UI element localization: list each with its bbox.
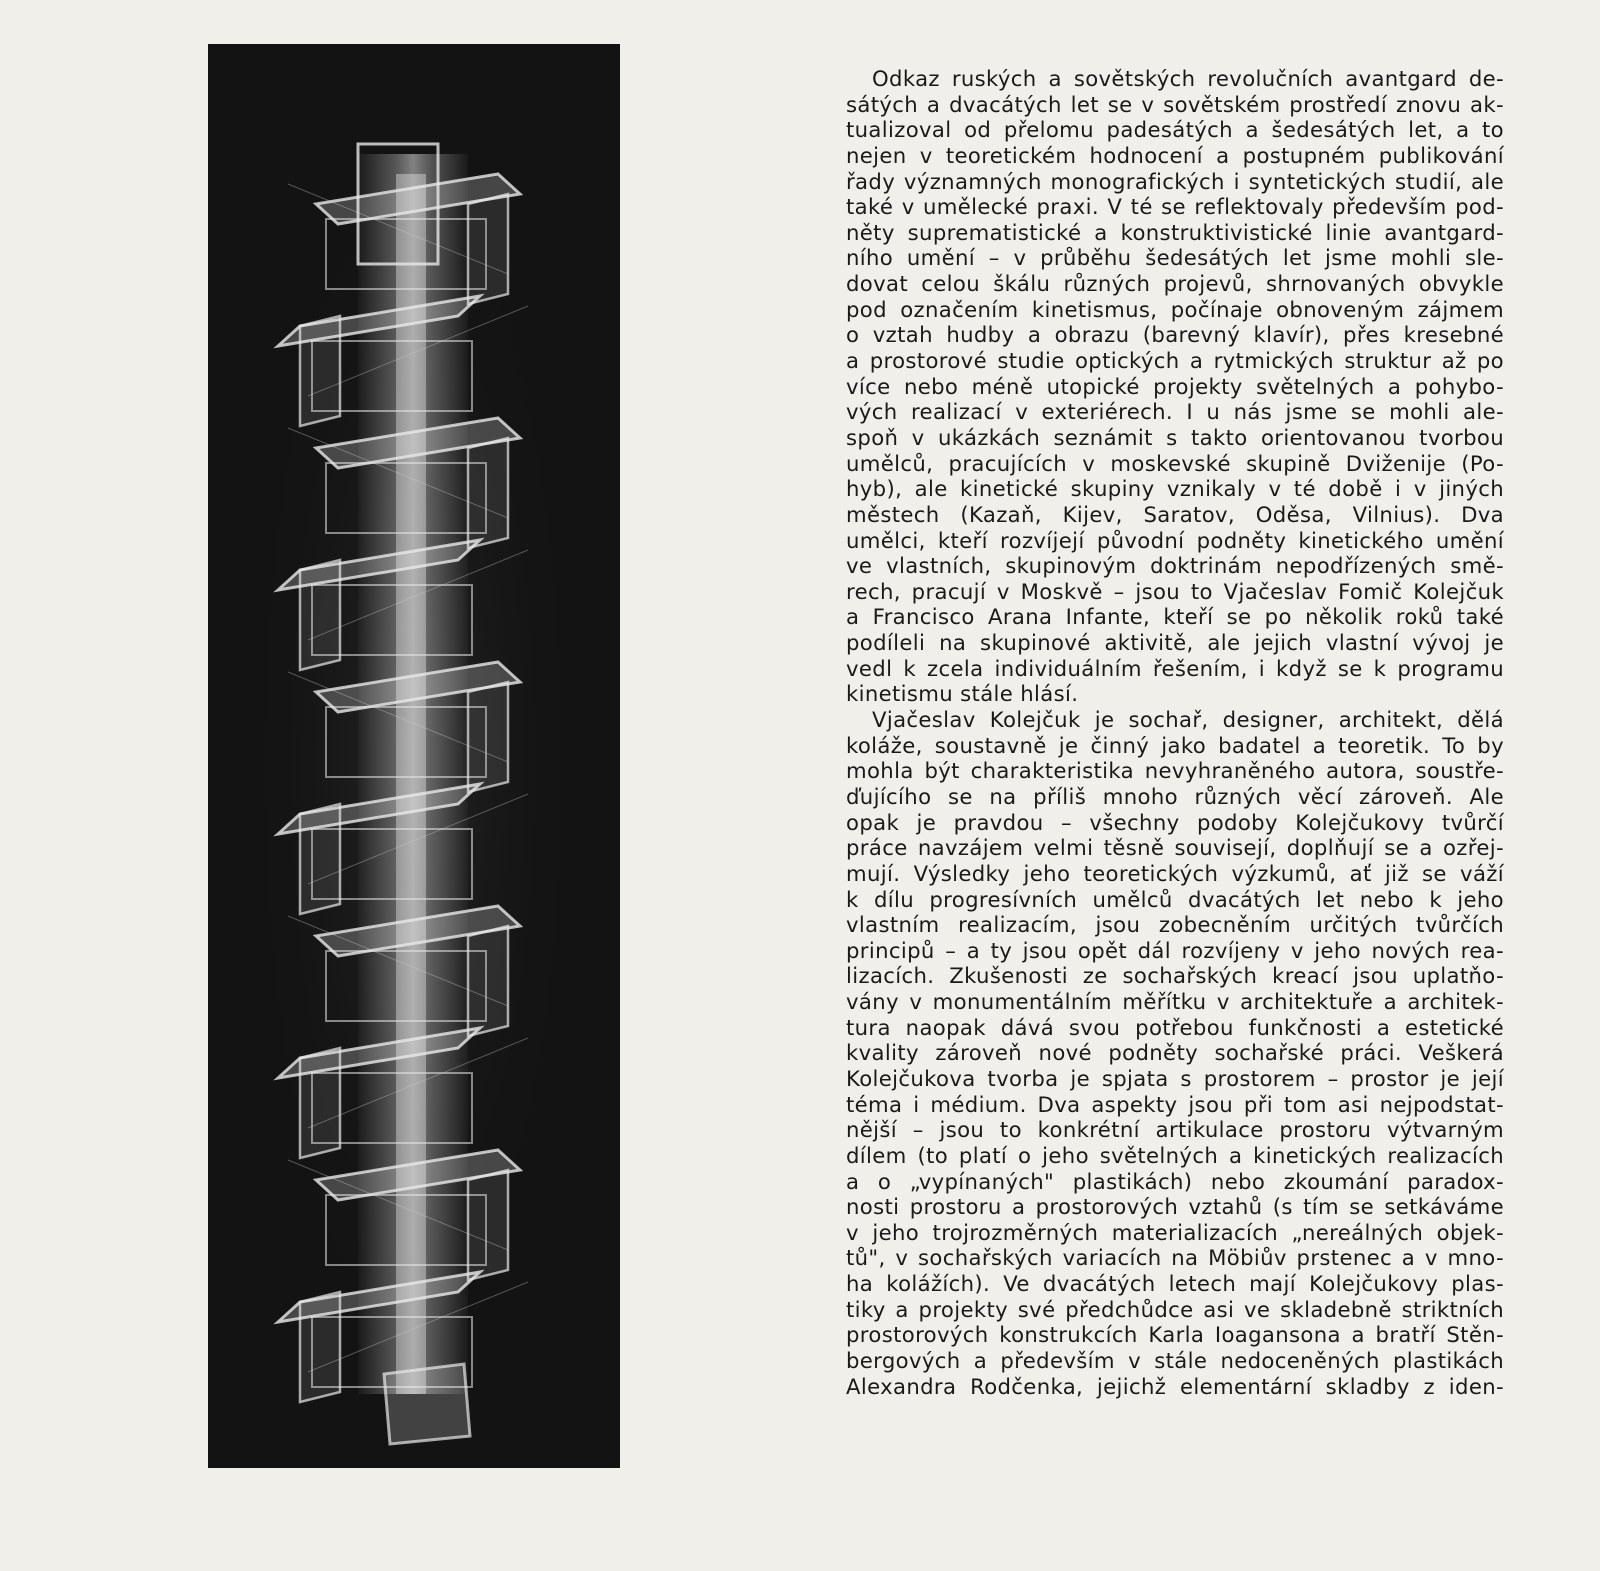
text-line: prostorových konstrukcích Karla Ioagansona a bratří Stěn- [846,1322,1504,1348]
text-line: městech (Kazaň, Kijev, Saratov, Oděsa, Vilnius). Dva [846,501,1504,527]
text-line: sátých a dvacátých let se v sovětském prostředí znovu ak- [846,91,1504,117]
text-line: téma i médium. Dva aspekty jsou při tom asi nejpodstat- [846,1091,1504,1117]
text-line: nější – jsou to konkrétní artikulace prostoru výtvarným [846,1117,1504,1143]
sculpture-base [384,1364,470,1444]
sculpture-side-panel [300,804,340,914]
text-line: bergových a především v stále nedoceněných plastikách [846,1348,1504,1374]
kinetic-tower-sculpture-icon [208,44,620,1468]
sculpture-photograph [208,44,620,1468]
text-line: tura naopak dává svou potřebou funkčnosti a estetické [846,1014,1504,1040]
text-line: nejen v teoretickém hodnocení a postupném publikování [846,142,1504,168]
sculpture-side-panel [300,316,340,426]
article-paragraph-1 [846,66,1504,707]
text-line: podíleli na skupinové aktivitě, ale jejich vlastní vývoj je [846,630,1504,656]
text-line: opak je pravdou – všechny podoby Kolejčukovy tvůrčí [846,809,1504,835]
text-line: kinetismu stále hlásí. [846,681,1079,707]
text-line: ďujícího se na příliš mnoho různých věcí zároveň. Ale [846,783,1504,809]
text-line: pod označením kinetismus, počínaje obnoveným zájmem [846,296,1504,322]
text-line: mují. Výsledky jeho teoretických výzkumů, ať již se váží [846,860,1504,886]
text-line: řady významných monografických i syntetických studií, ale [846,168,1504,194]
sculpture-core-highlight [396,174,426,1394]
sculpture-side-panel [468,438,508,548]
text-line: tualizoval od přelomu padesátých a šedesátých let, a to [846,117,1504,143]
sculpture-side-panel [300,1048,340,1158]
sculpture-side-panel [300,1292,340,1402]
text-line: také v umělecké praxi. V té se reflektovaly především pod- [846,194,1504,220]
sculpture-side-panel [468,926,508,1036]
text-line: vých realizací v exteriérech. I u nás jsme se mohli ale- [846,399,1504,425]
text-line: nosti prostoru a prostorových vztahů (s tím se setkáváme [846,1194,1504,1220]
sculpture-side-panel [468,1170,508,1280]
article-paragraph-2 [846,707,1504,1399]
text-line: a prostorové studie optických a rytmických struktur až po [846,348,1504,374]
text-line: tiky a projekty své předchůdce asi ve skladebně striktních [846,1296,1504,1322]
text-line: mohla být charakteristika nevyhraněného autora, soustře- [846,758,1504,784]
text-line: Alexandra Rodčenka, jejichž elementární skladby z iden- [846,1373,1504,1399]
text-line: umělci, kteří rozvíjejí původní podněty kinetického umění [846,527,1504,553]
text-line: hyb), ale kinetické skupiny vznikaly v té době i v jiných [846,476,1504,502]
text-line: principů – a ty jsou opět dál rozvíjeny v jeho nových rea- [846,937,1504,963]
text-line: lizacích. Zkušenosti ze sochařských kreací jsou uplatňo- [846,963,1504,989]
sculpture-side-panel [468,682,508,792]
text-line: spoň v ukázkách seznámit s takto orientovanou tvorbou [846,424,1504,450]
text-line: tů", v sochařských variacích na Möbiův prstenec a v mno- [846,1245,1504,1271]
text-line: v jeho trojrozměrných materializacích „nereálných objek- [846,1219,1504,1245]
text-line: vány v monumentálním měřítku v architektuře a architek- [846,989,1504,1015]
text-line: ve vlastních, skupinovým doktrinám nepodřízených smě- [846,553,1504,579]
text-line: Kolejčukova tvorba je spjata s prostorem – prostor je její [846,1065,1504,1091]
sculpture-side-panel [300,560,340,670]
text-line: koláže, soustavně je činný jako badatel a teoretik. To by [846,732,1504,758]
text-line: práce navzájem velmi těsně souvisejí, doplňují se a ozřej- [846,835,1504,861]
sculpture-side-panel [468,194,508,304]
text-line: rech, pracují v Moskvě – jsou to Vjačeslav Fomič Kolejčuk [846,578,1504,604]
text-line: vlastním realizacím, jsou zobecněním určitých tvůrčích [846,912,1504,938]
text-line: dílem (to platí o jeho světelných a kinetických realizacích [846,1142,1504,1168]
text-line: a Francisco Arana Infante, kteří se po několik roků také [846,604,1504,630]
text-line: ního umění – v průběhu šedesátých let jsme mohli sle- [846,245,1504,271]
text-line: umělců, pracujících v moskevské skupině Dviženije (Po- [846,450,1504,476]
text-line: Vjačeslav Kolejčuk je sochař, designer, architekt, dělá [872,707,1504,733]
text-line: něty suprematistické a konstruktivistické linie avantgard- [846,219,1504,245]
text-line: o vztah hudby a obrazu (barevný klavír), přes kresebné [846,322,1504,348]
text-line: a o „vypínaných" plastikách) nebo zkoumání paradox- [846,1168,1504,1194]
text-line: ha kolážích). Ve dvacátých letech mají Kolejčukovy plas- [846,1271,1504,1297]
text-line: dovat celou škálu různých projevů, shrnovaných obvykle [846,271,1504,297]
text-line: kvality zároveň nové podněty sochařské práci. Veškerá [846,1040,1504,1066]
text-line: k dílu progresívních umělců dvacátých let nebo k jeho [846,886,1504,912]
text-line: Odkaz ruských a sovětských revolučních avantgard de- [872,66,1504,91]
article-text [846,66,1504,1399]
text-line: vedl k zcela individuálním řešením, i když se k programu [846,655,1504,681]
text-line: více nebo méně utopické projekty světelných a pohybo- [846,373,1504,399]
